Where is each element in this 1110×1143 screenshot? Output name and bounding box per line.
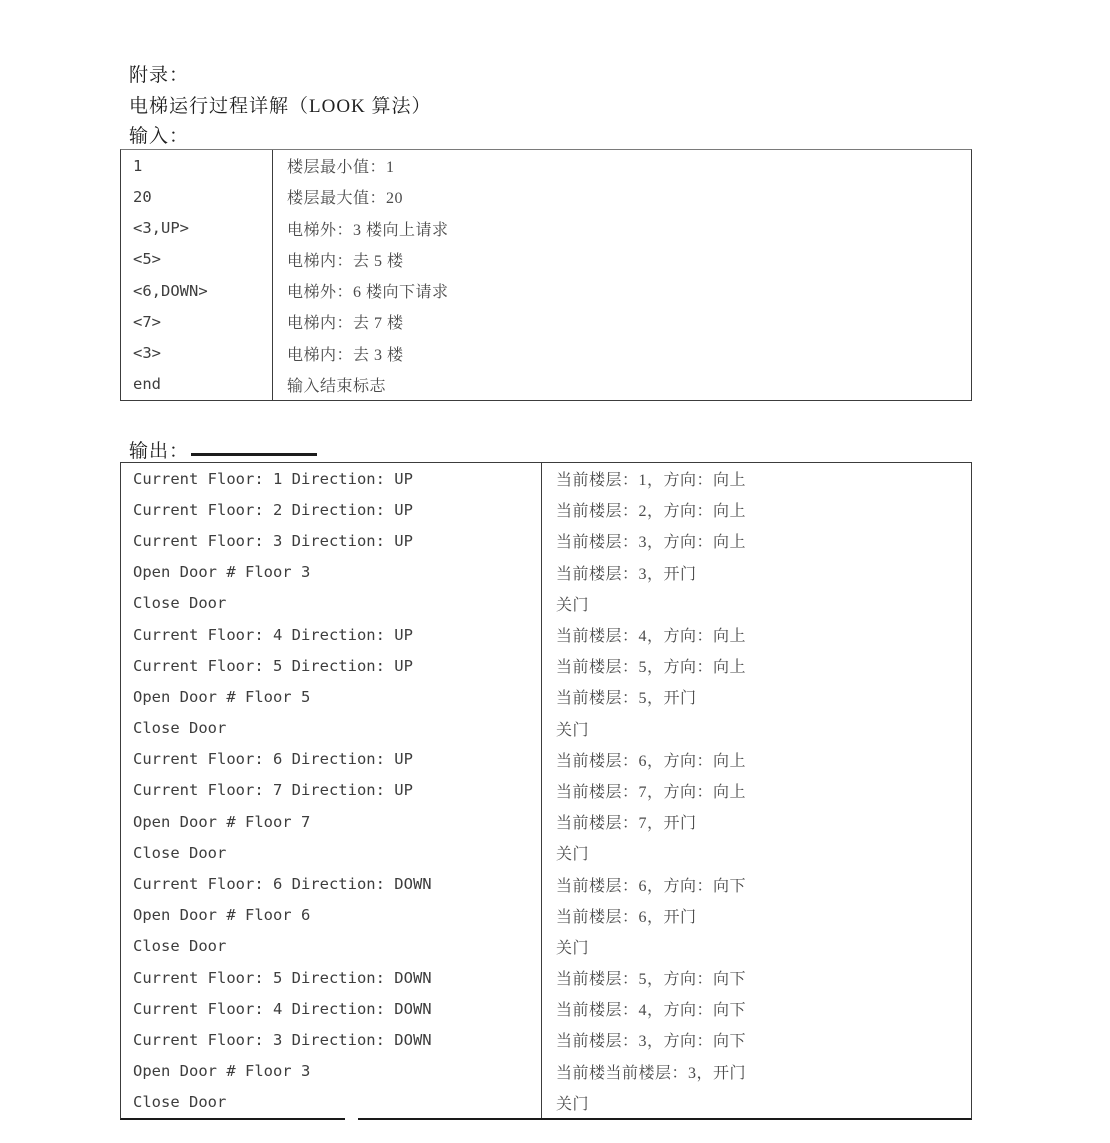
code-cell: <6,DOWN> [121,275,273,306]
table-row [121,868,971,899]
table-row [121,713,971,744]
description-cell: 当前楼层：6，方向：向上 [556,752,747,770]
table-row [121,338,971,369]
code-cell: <3> [121,338,273,369]
description-cell: 关门 [556,1095,590,1113]
document-title: 电梯运行过程详解（LOOK 算法） [129,96,432,117]
description-cell: 电梯内：去 7 楼 [287,315,404,333]
description-cell: 当前楼层：3，方向：向上 [556,534,747,552]
code-cell: <7> [121,306,273,337]
code-cell: Open Door # Floor 6 [121,900,542,931]
code-cell: Close Door [121,931,542,962]
code-cell: end [121,369,273,400]
table-row [121,1056,971,1087]
table-row [121,775,971,806]
description-cell: 电梯外：3 楼向上请求 [287,221,449,239]
table-row [121,962,971,993]
output-underline-mark [191,453,317,456]
code-cell: Close Door [121,588,542,619]
code-cell: <3,UP> [121,213,273,244]
code-cell: Open Door # Floor 3 [121,557,542,588]
description-cell: 关门 [556,846,590,864]
code-cell: Current Floor: 5 Direction: UP [121,650,542,681]
description-cell: 电梯内：去 3 楼 [287,346,404,364]
code-cell: Open Door # Floor 5 [121,681,542,712]
description-cell: 当前楼层：6，方向：向下 [556,877,747,895]
output-table [120,462,972,1120]
table-row [121,525,971,556]
table-row [121,557,971,588]
table-row [121,494,971,525]
table-row [121,275,971,306]
table-row [121,681,971,712]
table-row [121,588,971,619]
table-row [121,181,971,212]
code-cell: Current Floor: 4 Direction: UP [121,619,542,650]
description-cell: 当前楼层：3，方向：向下 [556,1033,747,1051]
code-cell: Current Floor: 3 Direction: UP [121,525,542,556]
input-section-label: 输入： [129,126,190,147]
description-cell: 当前楼层：1，方向：向上 [556,472,747,490]
code-cell: Current Floor: 6 Direction: UP [121,744,542,775]
table-row [121,806,971,837]
table-row [121,1024,971,1055]
description-cell: 输入结束标志 [287,377,387,395]
description-cell: 当前楼层：7，方向：向上 [556,783,747,801]
code-cell: Current Floor: 3 Direction: DOWN [121,1024,542,1055]
table-row [121,369,971,400]
code-cell: Open Door # Floor 7 [121,806,542,837]
table-row [121,1087,971,1118]
code-cell: Current Floor: 6 Direction: DOWN [121,868,542,899]
description-cell: 电梯外：6 楼向下请求 [287,284,449,302]
description-cell: 电梯内：去 5 楼 [287,252,404,270]
code-cell: Current Floor: 2 Direction: UP [121,494,542,525]
table-row [121,900,971,931]
code-cell: Close Door [121,1087,542,1118]
table-row [121,213,971,244]
code-cell: Current Floor: 4 Direction: DOWN [121,993,542,1024]
description-cell: 当前楼层：3，开门 [556,565,697,583]
description-cell: 关门 [556,596,590,614]
table-row [121,463,971,494]
code-cell: Close Door [121,837,542,868]
table-row [121,744,971,775]
code-cell: <5> [121,244,273,275]
code-cell: Close Door [121,713,542,744]
table-row [121,993,971,1024]
description-cell: 楼层最大值：20 [287,190,404,208]
code-cell: Open Door # Floor 3 [121,1056,542,1087]
code-cell: 20 [121,181,273,212]
code-cell: Current Floor: 5 Direction: DOWN [121,962,542,993]
input-table [120,149,972,401]
table-row [121,931,971,962]
description-cell: 当前楼层：5，开门 [556,690,697,708]
description-cell: 关门 [556,939,590,957]
description-cell: 当前楼层：6，开门 [556,908,697,926]
table-row [121,150,971,181]
appendix-label: 附录： [129,65,190,86]
code-cell: Current Floor: 7 Direction: UP [121,775,542,806]
output-section-label: 输出： [129,441,190,462]
description-cell: 当前楼当前楼层：3，开门 [556,1064,747,1082]
code-cell: Current Floor: 1 Direction: UP [121,463,542,494]
description-cell: 楼层最小值：1 [287,159,395,177]
table-row [121,619,971,650]
code-cell: 1 [121,150,273,181]
description-cell: 关门 [556,721,590,739]
description-cell: 当前楼层：4，方向：向下 [556,1002,747,1020]
table-row [121,306,971,337]
description-cell: 当前楼层：2，方向：向上 [556,503,747,521]
description-cell: 当前楼层：4，方向：向上 [556,628,747,646]
table-row [121,837,971,868]
description-cell: 当前楼层：5，方向：向上 [556,659,747,677]
description-cell: 当前楼层：5，方向：向下 [556,971,747,989]
table-row [121,244,971,275]
border-notch-artifact [345,1118,358,1122]
description-cell: 当前楼层：7，开门 [556,815,697,833]
table-row [121,650,971,681]
